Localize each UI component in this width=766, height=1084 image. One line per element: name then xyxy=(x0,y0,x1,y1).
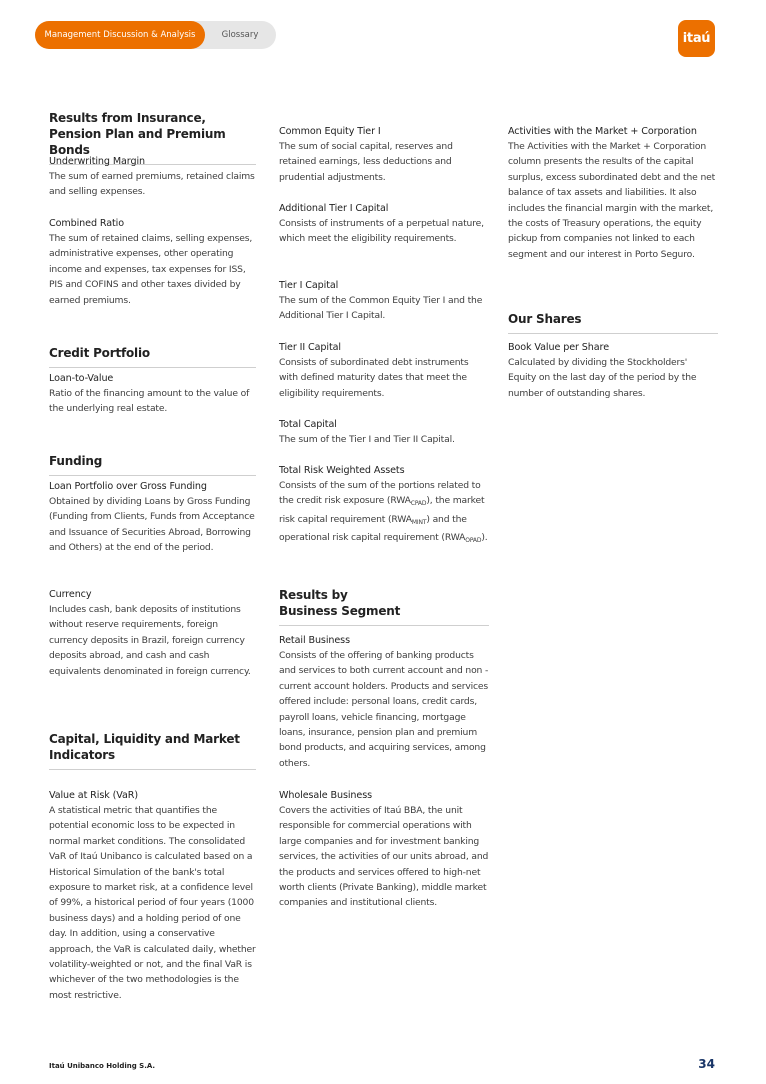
entry-currency xyxy=(49,587,256,679)
entry-total-rwa xyxy=(279,463,489,549)
page-number: 34 xyxy=(698,1057,715,1071)
term-title: Total Capital xyxy=(279,419,337,430)
term-title: Loan Portfolio over Gross Funding xyxy=(49,481,207,492)
divider xyxy=(49,475,256,476)
entry-loan-to-value xyxy=(49,371,256,417)
term-title: Additional Tier I Capital xyxy=(279,203,389,214)
entry-loan-portfolio-gross-funding xyxy=(49,479,256,556)
entry-book-value-per-share xyxy=(508,340,718,401)
itau-logo: itaú xyxy=(678,20,715,57)
term-title: Book Value per Share xyxy=(508,342,609,353)
term-description: Obtained by dividing Loans by Gross Funding (Funding from Clients, Funds from Acceptance and Issuance of Securities Abroad, Borrowing and Others) at the end of the period. xyxy=(49,496,255,554)
section-credit-portfolio xyxy=(49,345,256,368)
term-title: Combined Ratio xyxy=(49,218,125,229)
entry-retail-business xyxy=(279,633,489,771)
rwa-text-b: ), the market risk capital requirement (RWA xyxy=(279,495,485,525)
rwa-subscript-cpad: CPAD xyxy=(410,500,427,508)
entry-wholesale-business xyxy=(279,788,489,911)
entry-activities-market-corporation xyxy=(508,124,718,262)
section-heading: Our Shares xyxy=(508,312,582,326)
term-description: The sum of retained claims, selling expenses, administrative expenses, other operating income and expenses, tax expenses for ISS, PIS and COFINS and other taxes divided by earned premiums. xyxy=(49,233,253,306)
term-description: The sum of earned premiums, retained claims and selling expenses. xyxy=(49,171,255,198)
term-description: Consists of instruments of a perpetual nature, which meet the eligibility requirements. xyxy=(279,218,484,245)
divider xyxy=(49,367,256,368)
term-description xyxy=(279,478,489,549)
entry-common-equity-tier-1 xyxy=(279,124,489,185)
section-heading: Capital, Liquidity and Market Indicators xyxy=(49,732,240,762)
term-title: Underwriting Margin xyxy=(49,156,146,167)
entry-combined-ratio xyxy=(49,216,256,308)
term-description: Consists of subordinated debt instruments with defined maturity dates that meet the eligibility requirements. xyxy=(279,357,469,399)
term-description: A statistical metric that quantifies the potential economic loss to be expected in normal market conditions. The consolidated VaR of Itaú Unibanco is calculated based on a Historical Simulation of the bank's total exposure to market risk, at a confidence level of 99%, a historical period of four years (1000 business days) and a holding period of one day. In addition, using a conservative approach, the VaR is calculated daily, whether volatility-weighted or not, and the final VaR is whichever of the two methodologies is the most restrictive. xyxy=(49,805,256,1001)
section-heading: Results from Insurance, Pension Plan and Premium Bonds xyxy=(49,111,226,157)
divider xyxy=(49,769,256,770)
section-our-shares xyxy=(508,311,718,334)
tab-management-discussion[interactable]: Management Discussion & Analysis xyxy=(35,21,205,49)
term-title: Value at Risk (VaR) xyxy=(49,790,138,801)
term-description: The Activities with the Market + Corporation column presents the results of the capital surplus, excess subordinated debt and the net balance of tax assets and liabilities. It also includes the financial margin with the market, the costs of Treasury operations, the equity pickup from companies not linked to each segment and our interest in Porto Seguro. xyxy=(508,141,716,260)
term-description: The sum of the Tier I and Tier II Capital. xyxy=(279,434,455,445)
entry-underwriting-margin xyxy=(49,154,256,200)
term-title: Wholesale Business xyxy=(279,790,373,801)
tab-glossary[interactable]: Glossary xyxy=(221,30,259,40)
term-description: Calculated by dividing the Stockholders' Equity on the last day of the period by the number of outstanding shares. xyxy=(508,357,697,399)
rwa-subscript-mint: MINT xyxy=(411,518,427,526)
term-title: Currency xyxy=(49,589,92,600)
term-title: Common Equity Tier I xyxy=(279,126,381,137)
section-heading: Funding xyxy=(49,454,103,468)
term-title: Total Risk Weighted Assets xyxy=(279,465,405,476)
entry-tier-2-capital xyxy=(279,340,489,401)
term-description: Ratio of the financing amount to the value of the underlying real estate. xyxy=(49,388,250,415)
section-business-segment xyxy=(279,587,489,626)
term-title: Tier I Capital xyxy=(279,280,339,291)
entry-tier-1-capital xyxy=(279,278,489,324)
term-description: The sum of the Common Equity Tier I and the Additional Tier I Capital. xyxy=(279,295,483,322)
section-heading: Results by Business Segment xyxy=(279,588,401,618)
entry-value-at-risk xyxy=(49,788,256,1003)
term-title: Activities with the Market + Corporation xyxy=(508,126,697,137)
term-title: Tier II Capital xyxy=(279,342,341,353)
entry-additional-tier-1 xyxy=(279,201,489,247)
section-heading: Credit Portfolio xyxy=(49,346,150,360)
rwa-text-c: ) and the operational risk capital requirement (RWA xyxy=(279,513,467,544)
term-description: Covers the activities of Itaú BBA, the unit responsible for commercial operations with large companies and for investment banking services, the activities of our units abroad, and the products and services offered to high-net worth clients (Private Banking), middle market companies and institutional clients. xyxy=(279,805,489,909)
entry-total-capital xyxy=(279,417,489,447)
footer-company: Itaú Unibanco Holding S.A. xyxy=(49,1062,156,1070)
term-title: Retail Business xyxy=(279,635,350,646)
section-capital-liquidity xyxy=(49,731,256,770)
divider xyxy=(508,333,718,334)
rwa-text-d: ). xyxy=(481,532,488,544)
term-description: The sum of social capital, reserves and retained earnings, less deductions and prudential adjustments. xyxy=(279,141,453,183)
term-description: Consists of the offering of banking products and services to both current account and non -current account holders. Products and services offered include: personal loans, credit cards, payroll loans, vehicle financing, mortgage loans, insurance, pension plan and premium bond products, and acquiring services, among others. xyxy=(279,650,489,769)
divider xyxy=(279,625,489,626)
rwa-text-a: Consists of the sum of the portions related to the credit risk exposure (RWA xyxy=(279,480,481,507)
section-funding xyxy=(49,453,256,476)
nav-tabs xyxy=(35,21,276,49)
term-description: Includes cash, bank deposits of institutions without reserve requirements, foreign currency deposits in Brazil, foreign currency deposits abroad, and cash and cash equivalents denominated in foreign currency. xyxy=(49,604,251,677)
term-title: Loan-to-Value xyxy=(49,373,114,384)
rwa-subscript-opad: OPAD xyxy=(465,537,482,545)
